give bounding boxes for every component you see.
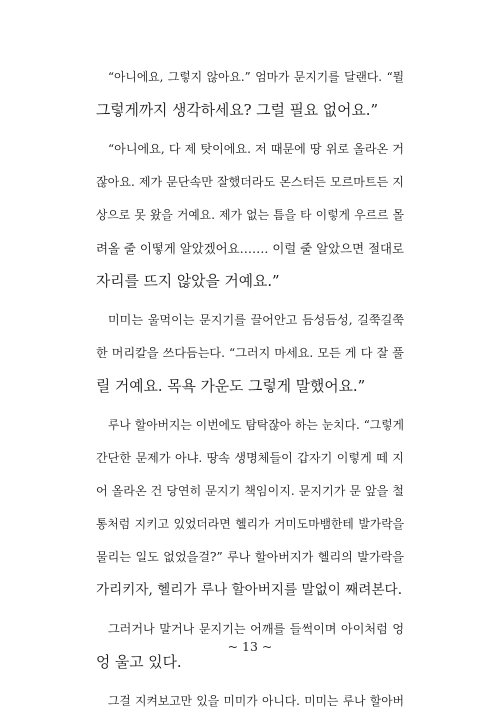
text-line: 엉 울고 있다. [96,654,182,671]
text-line: 그렇게까지 생각하세요? 그럴 필요 없어요.” [96,102,379,119]
text-line: 그러거나 말거나 문지기는 어깨를 들썩이며 아이처럼 엉 [108,622,404,636]
text-line: 어 올라온 건 당연히 문지기 책임이지. 문지기가 문 앞을 철 [96,484,404,498]
text-line: 통처럼 지키고 있었더라면 헬리가 거미도마뱀한테 발가락을 [96,517,404,531]
text-line: “아니에요, 다 제 탓이에요. 저 때문에 땅 위로 올라온 거 [108,142,404,156]
text-line: 물리는 일도 없었을걸?” 루나 할아버지가 헬리의 발가락을 [96,550,404,564]
text-line: 미미는 울먹이는 문지기를 끌어안고 듬성듬성, 길쭉길쭉 [108,313,404,327]
page-number: ~ 13 ~ [227,639,273,654]
paragraph [96,304,404,403]
text-line: 잖아요. 제가 문단속만 잘했더라도 몬스터든 모르마트든 지 [96,175,404,189]
text-line: 자리를 뜨지 않았을 거예요.” [96,273,280,290]
text-line: 상으로 못 왔을 거예요. 제가 없는 틈을 타 이렇게 우르르 몰 [96,208,404,222]
text-line: 그걸 지켜보고만 있을 미미가 아니다. 미미는 루나 할아버 [108,694,404,708]
paragraph [96,133,404,298]
text-line: 가리키자, 헬리가 루나 할아버지를 말없이 째려본다. [96,582,403,598]
text-line: 려올 줄 이떻게 알았겠어요……. 이럴 줄 알았으면 절대로 [96,241,404,256]
paragraph [96,685,404,718]
text-line: 한 머리칼을 쓰다듬는다. “그러지 마세요. 모든 게 다 잘 풀 [96,346,404,360]
text-line: “아니에요, 그렇지 않아요.” 엄마가 문지기를 달랜다. “뭘 [108,70,404,84]
paragraph [96,409,404,607]
text-line: 간단한 문제가 아냐. 땅속 생명체들이 갑자기 이렇게 떼 지 [96,451,404,465]
body-text [96,61,404,718]
text-line: 릴 거예요. 목욕 가운도 그렇게 말했어요.” [96,378,366,395]
paragraph [96,61,404,127]
text-line: 루나 할아버지는 이번에도 탐탁잖아 하는 눈치다. “그렇게 [108,418,404,432]
